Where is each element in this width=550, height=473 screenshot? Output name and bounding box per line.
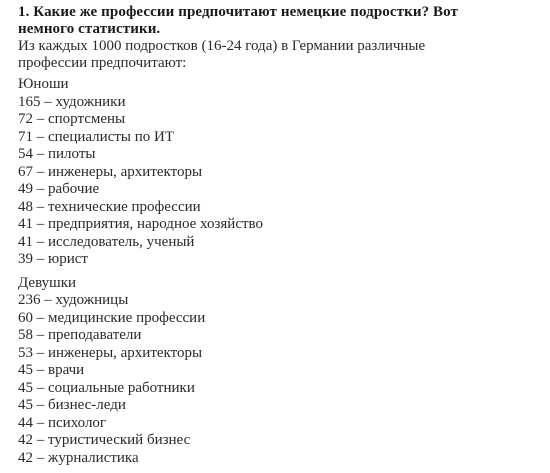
list-item: 41 – исследователь, ученый [18, 233, 195, 250]
group-title-girls: Девушки [18, 274, 77, 291]
professions-list-girls [18, 292, 538, 467]
list-item: 72 – спортсмены [18, 111, 126, 127]
list-item: 45 – врачи [18, 362, 85, 378]
list-item: 41 – предприятия, народное хозяйство [18, 216, 264, 232]
list-item: 42 – журналистика [18, 449, 139, 466]
list-item: 67 – инженеры, архитекторы [18, 163, 203, 180]
list-item: 45 – социальные работники [18, 379, 195, 396]
exercise-heading: 1. Какие же профессии предпочитают немецкие подростки? Вот немного статистики. [18, 4, 459, 37]
list-item: 49 – рабочие [18, 181, 100, 197]
group-title-boys: Юноши [18, 76, 69, 92]
group-boys [18, 76, 538, 269]
list-item: 45 – бизнес-леди [18, 397, 126, 413]
list-item: 39 – юрист [18, 251, 88, 267]
list-item: 71 – специалисты по ИТ [18, 128, 175, 145]
list-item: 236 – художницы [18, 292, 129, 308]
list-item: 58 – преподаватели [18, 327, 142, 343]
list-item: 165 – художники [18, 93, 126, 110]
list-item: 42 – туристический бизнес [18, 432, 191, 448]
list-item: 53 – инженеры, архитекторы [18, 344, 203, 361]
professions-list-boys [18, 94, 538, 269]
document-page [18, 4, 538, 473]
group-girls [18, 275, 538, 468]
list-item: 54 – пилоты [18, 146, 96, 162]
list-item: 60 – медицинские профессии [18, 309, 206, 326]
intro-text: Из каждых 1000 подростков (16-24 года) в Германии различные профессии предпочитают: [18, 38, 426, 71]
list-item: 44 – психолог [18, 414, 107, 431]
list-item: 48 – технические профессии [18, 198, 201, 215]
